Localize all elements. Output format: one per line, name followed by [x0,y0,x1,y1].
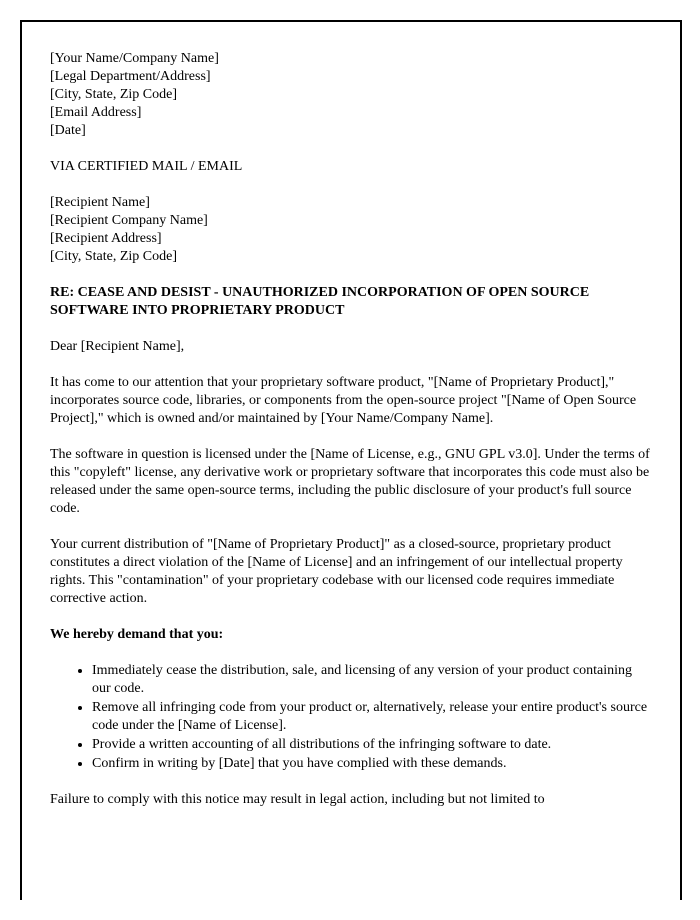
body-paragraph: The software in question is licensed under the [Name of License, e.g., GNU GPL v3.0]. Under the terms of this "copyleft" license, any derivative work or proprietary software that incorporates this code must also be released under the same open-source terms, including the public disclosure of your product's full source code. [50,447,650,516]
demand-item: • Confirm in writing by [Date] that you have complied with these demands. [92,755,652,773]
demand-item: • Immediately cease the distribution, sale, and licensing of any version of your product containing our code. [92,662,652,698]
sender-line: [Your Name/Company Name] [50,51,219,66]
demands-list [50,662,652,773]
sender-line: [City, State, Zip Code] [50,87,178,102]
demand-item: • Provide a written accounting of all distributions of the infringing software to date. [92,736,652,754]
closing-paragraph: Failure to comply with this notice may result in legal action, including but not limited to [50,792,545,807]
sender-line: [Legal Department/Address] [50,69,211,84]
body-paragraph: It has come to our attention that your proprietary software product, "[Name of Proprietary Product]," incorporates source code, libraries, or components from the open-source project "[Name of Open Source Project]," which is owned and/or maintained by [Your Name/Company Name]. [50,375,637,426]
subject-line: RE: CEASE AND DESIST - UNAUTHORIZED INCORPORATION OF OPEN SOURCE SOFTWARE INTO PROPRIETARY PRODUCT [50,285,590,318]
recipient-line: [Recipient Name] [50,195,150,210]
recipient-line: [Recipient Address] [50,231,162,246]
demand-item: • Remove all infringing code from your product or, alternatively, release your entire product's source code under the [Name of License]. [92,699,652,735]
sender-line: [Email Address] [50,105,142,120]
recipient-line: [City, State, Zip Code] [50,249,178,264]
delivery-method: VIA CERTIFIED MAIL / EMAIL [50,159,243,174]
recipient-block [50,194,652,266]
body-paragraph: Your current distribution of "[Name of Proprietary Product]" as a closed-source, proprietary product constitutes a direct violation of the [Name of License] and an infringement of our intellectual property rights. This "contamination" of your proprietary codebase with our licensed code requires immediate corrective action. [50,537,623,606]
letter-page [20,20,682,900]
sender-block [50,50,652,140]
demands-heading: We hereby demand that you: [50,627,224,642]
salutation: Dear [Recipient Name], [50,339,185,354]
sender-line: [Date] [50,123,86,138]
recipient-line: [Recipient Company Name] [50,213,208,228]
